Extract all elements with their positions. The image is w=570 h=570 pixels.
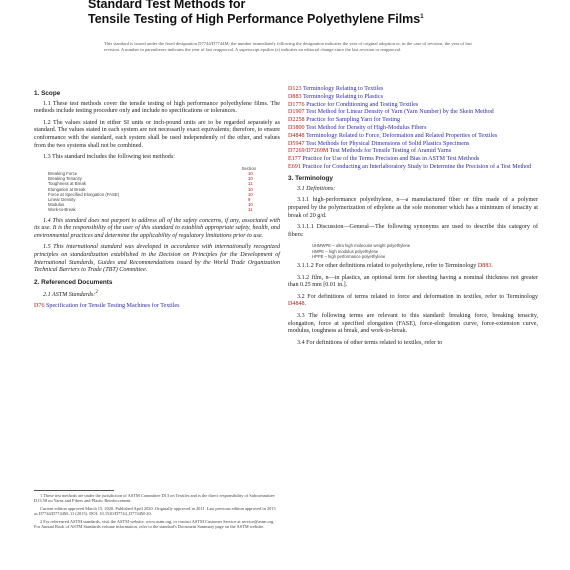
designation-notice: This standard is issued under the fixed designation D7744/D7744M; the number immediately following the designation indicates the year of original adoption or, in the case of revision, the year of last revision. A number in parentheses indicates the year of last reapproval. A superscript epsilon (ε) indicates an editorial change since the last revision or reapproval. bbox=[104, 41, 472, 52]
right-column bbox=[288, 86, 538, 351]
para-1-2: 1.2 The values stated in either SI units or inch-pound units are to be regarded separately as standard. The values stated in each system are not necessarily exact equivalents; therefore, to ensure conformance with the standard, each system shall be used independently of the other, and values from the two systems shall not be combined. bbox=[34, 119, 280, 149]
reference-e691[interactable]: E691 Practice for Conducting an Interlaboratory Study to Determine the Precision of a Test Method bbox=[288, 163, 532, 170]
scope-heading: 1. Scope bbox=[34, 90, 61, 97]
table-row: Elongation at Break 10 bbox=[48, 186, 253, 192]
table-row: Force at Specified Elongation (FASE) 10 bbox=[48, 191, 253, 197]
table-row: Breaking Tenacity 10 bbox=[48, 176, 253, 182]
referenced-documents-heading: 2. Referenced Documents bbox=[34, 278, 113, 286]
para-1-3: 1.3 This standard includes the following test methods: bbox=[43, 154, 175, 161]
footnote-1: 1 These test methods are under the jurisdiction of ASTM Committee D13 on Textiles and is the direct responsibility of Subcommittee D13.58 on Yarns and Fibers and Plastic Reinforcement. bbox=[34, 493, 275, 504]
left-column bbox=[34, 86, 280, 311]
synonym-list bbox=[312, 243, 538, 259]
para-3-1-2: 3.1.2 film, n—in plastics, an optional term for sheeting having a nominal thickness not greater than 0.25 mm [0.01 in.]. bbox=[288, 274, 538, 289]
table-row: Work-to-Break 11 bbox=[48, 207, 253, 213]
test-methods-table bbox=[48, 166, 262, 213]
reference-e177[interactable]: E177 Practice for Use of the Terms Precision and Bias in ASTM Test Methods bbox=[288, 156, 480, 163]
para-3-4: 3.4 For definitions of other terms related to textiles, refer to bbox=[297, 339, 443, 346]
reference-d1776[interactable]: D1776 Practice for Conditioning and Testing Textiles bbox=[288, 101, 419, 108]
astm-footnote-mark: 2 bbox=[95, 289, 98, 296]
document-title bbox=[88, 0, 548, 26]
table-header: Section bbox=[241, 165, 256, 171]
footnote-2: 2 For referenced ASTM standards, visit the ASTM website, www.astm.org, or contact ASTM Customer Service at service@astm.org. For Annual Book of ASTM Standards volume information, refer to the standard's Document Summary page on the ASTM website. bbox=[34, 518, 275, 530]
title-footnote-mark: 1 bbox=[420, 14, 424, 20]
title-line-2: Tensile Testing of High Performance Polyethylene Films$^1$ bbox=[88, 12, 424, 27]
para-3-1-1-1: 3.1.1.1 Discussion—General—The following synonyms are used to describe this category of fibers: bbox=[288, 224, 538, 238]
reference-d123[interactable]: D123 Terminology Relating to Textiles bbox=[288, 86, 384, 92]
para-3-2: 3.2 For definitions of terms related to force and deformation in textiles, refer to Terminology D4848. bbox=[288, 293, 538, 308]
para-3-1-1-2: 3.1.1.2 For other definitions related to polyethylene, refer to Terminology D883. bbox=[297, 263, 493, 270]
reference-d4848[interactable]: D4848 Terminology Related to Force, Deformation and Related Properties of Textiles bbox=[288, 132, 498, 139]
reference-d76[interactable]: D76 Specification for Tensile Testing Machines for Textiles bbox=[34, 302, 180, 309]
astm-standards-heading: 2.1 ASTM Standards:$^2$ bbox=[43, 289, 98, 299]
reference-d883[interactable]: D883 Terminology Relating to Plastics bbox=[288, 93, 383, 100]
para-1-1: 1.1 These test methods cover the tensile testing of high performance polyethylene films. The methods include testing procedure only and include no specifications or tolerances. bbox=[34, 100, 280, 115]
footnote-1-edition: Current edition approved March 15, 2020. Published April 2020. Originally approved in 2011. Last previous edition approved in 2015 as D7744/D7744M–11 (2015). DOI: 10.1520/D7744_D7744M-20. bbox=[34, 505, 276, 517]
para-1-4: 1.4 This standard does not purport to address all of the safety concerns, if any, associated with its use. It is the responsibility of the user of this standard to establish appropriate safety, health, and environmental practices and determine the applicability of regulatory limitations prior to use. bbox=[34, 217, 280, 239]
table-row: Modulus 10 bbox=[48, 202, 253, 208]
para-3-1-1: 3.1.1 high-performance polyethylene, n—a manufactured fiber or film made of a polymer prepared by the polymerization of ethylene as the sole monomer which has a minimum of tenacity at break of 20 g/d. bbox=[288, 197, 538, 219]
para-3-1: 3.1 Definitions: bbox=[297, 185, 336, 192]
list-item: HPPE – high performance polyethylene bbox=[312, 253, 386, 259]
terminology-heading: 3. Terminology bbox=[288, 175, 333, 183]
list-item: HMPE – high modulus polyethylene bbox=[312, 248, 379, 254]
reference-d2258[interactable]: D2258 Practice for Sampling Yarn for Testing bbox=[288, 117, 401, 124]
para-3-3: 3.3 The following terms are relevant to this standard: breaking force, breaking tenacity, elongation, force at specified elongation (FASE), force-elongation curve, force-extension curve, modulus, toughness at break, and work-to-break. bbox=[288, 313, 538, 335]
list-item: UHMWPE – ultra high molecular weight polyethylene bbox=[312, 243, 411, 249]
reference-d1907[interactable]: D1907 Test Method for Linear Density of Yarn (Yarn Number) by the Skein Method bbox=[288, 109, 494, 116]
table-row: Breaking Force 10 bbox=[48, 170, 253, 176]
reference-d7269[interactable]: D7269/D7269M Test Methods for Tensile Testing of Aramid Yarns bbox=[288, 148, 452, 155]
footnote-rule bbox=[34, 490, 114, 491]
reference-d5947[interactable]: D5947 Test Methods for Physical Dimensions of Solid Plastics Specimens bbox=[288, 140, 470, 147]
footnotes bbox=[34, 493, 280, 531]
para-1-5: 1.5 This international standard was developed in accordance with internationally recognized principles on standardization established in the Decision on Principles for the Development of International Standards, Guides and Recommendations issued by the World Trade Organization Technical Barriers to Trade (TBT) Committee. bbox=[34, 244, 280, 274]
title-line-1: Standard Test Methods for bbox=[88, 0, 246, 11]
reference-d3800[interactable]: D3800 Test Method for Density of High-Modulus Fibers bbox=[288, 124, 427, 131]
table-row: Linear Density 9 bbox=[48, 196, 251, 202]
table-row: Toughness at Break 11 bbox=[48, 181, 253, 187]
